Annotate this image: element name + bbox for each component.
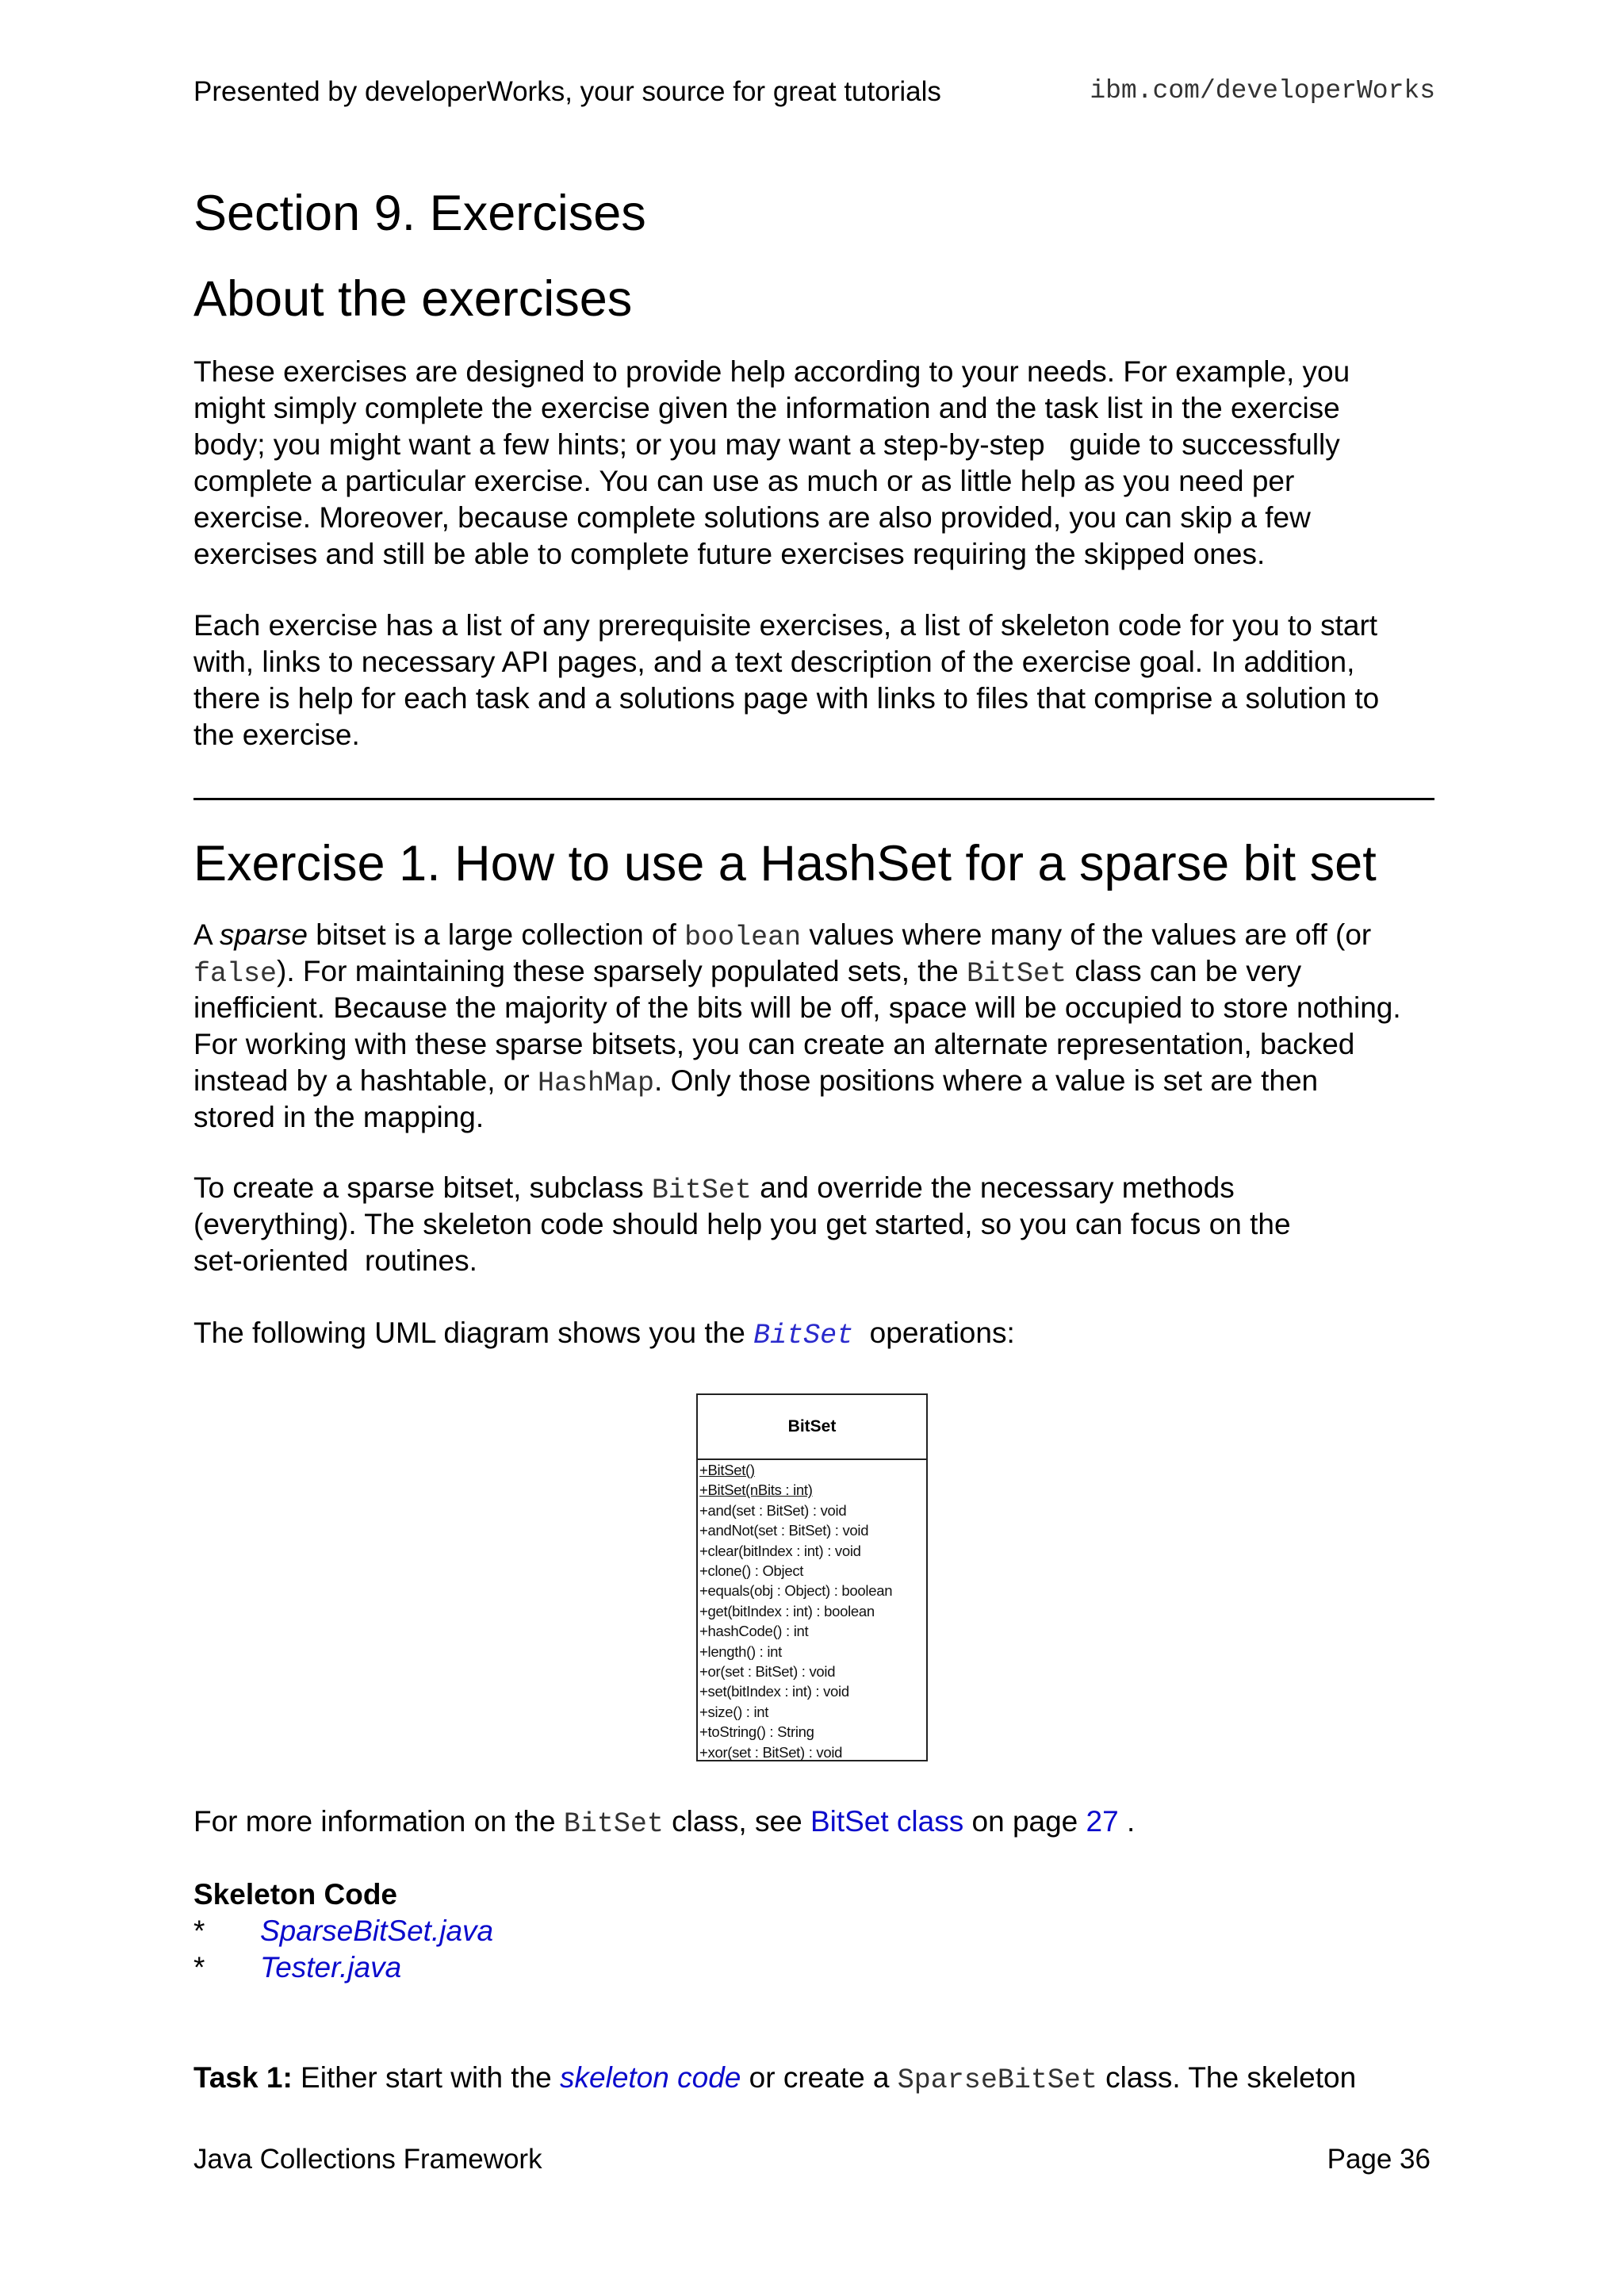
text-run: or create a	[741, 2061, 898, 2094]
uml-operation: +equals(obj : Object) : boolean	[699, 1582, 893, 1600]
emphasis-text: sparse	[219, 918, 308, 951]
text-line: inefficient. Because the majority of the bits will be off, space will be occupied to store nothing.	[193, 991, 1401, 1024]
text-line: the exercise.	[193, 719, 360, 751]
text-line: set-oriented routines.	[193, 1244, 477, 1277]
text-run: A	[193, 918, 220, 951]
page-number: Page 36	[1327, 2144, 1431, 2175]
uml-class-name: BitSet	[698, 1395, 926, 1460]
text-run: on page	[963, 1805, 1086, 1838]
uml-operation: +set(bitIndex : int) : void	[699, 1683, 849, 1700]
text-line: body; you might want a few hints; or you may want a step-by-step guide to successfully	[193, 428, 1340, 461]
about-paragraph-1	[193, 354, 1438, 573]
uml-class-diagram	[696, 1393, 928, 1761]
text-line: exercises and still be able to complete future exercises requiring the skipped ones.	[193, 538, 1266, 570]
skeleton-code-link[interactable]: skeleton code	[560, 2061, 741, 2094]
inline-code: boolean	[684, 922, 802, 953]
text-line: might simply complete the exercise given the information and the task list in the exercise	[193, 392, 1340, 424]
text-run: operations:	[853, 1317, 1015, 1349]
text-run: To create a sparse bitset, subclass	[193, 1171, 652, 1204]
text-line: there is help for each task and a solutions page with links to files that comprise a solution to	[193, 682, 1380, 715]
text-line	[193, 1170, 1438, 1206]
uml-operation: +size() : int	[699, 1703, 769, 1720]
section-divider	[193, 798, 1434, 800]
inline-code: BitSet	[967, 958, 1067, 990]
text-run: The following UML diagram shows you the	[193, 1317, 754, 1349]
bullet: *	[193, 1915, 205, 1947]
tester-file-link[interactable]: Tester.java	[260, 1951, 402, 1984]
text-run: .	[1118, 1805, 1136, 1838]
text-run: class, see	[663, 1805, 810, 1838]
uml-operation: +xor(set : BitSet) : void	[699, 1743, 843, 1761]
text-run: instead by a hashtable, or	[193, 1064, 538, 1097]
skeleton-code-section	[193, 1876, 1438, 1986]
list-item	[193, 1949, 1438, 1986]
skeleton-heading: Skeleton Code	[193, 1878, 397, 1911]
bitset-class-link[interactable]: BitSet class	[810, 1805, 964, 1838]
text-run: values where many of the values are off (or	[801, 918, 1372, 951]
text-line	[193, 1315, 1438, 1351]
inline-code: false	[193, 958, 278, 990]
list-item	[193, 1913, 1438, 1949]
uml-operations	[698, 1460, 926, 1762]
bullet: *	[193, 1951, 205, 1984]
uml-operation: +clone() : Object	[699, 1562, 804, 1580]
text-line: (everything). The skeleton code should help you get started, so you can focus on the	[193, 1208, 1291, 1240]
text-run: For more information on the	[193, 1805, 564, 1838]
text-run: class can be very	[1067, 955, 1302, 987]
text-line: These exercises are designed to provide help according to your needs. For example, you	[193, 355, 1350, 388]
about-title: About the exercises	[193, 271, 633, 327]
text-line	[193, 1803, 1438, 1840]
header-site-url[interactable]: ibm.com/developerWorks	[1090, 76, 1435, 105]
uml-operation: +BitSet(nBits : int)	[699, 1481, 813, 1499]
text-line	[193, 917, 1438, 953]
uml-operation: +clear(bitIndex : int) : void	[699, 1542, 861, 1559]
text-run: Either start with the	[292, 2061, 561, 2094]
header-title: Presented by developerWorks, your source for great tutorials	[193, 76, 941, 107]
about-paragraph-2	[193, 608, 1438, 753]
exercise-paragraph-1	[193, 917, 1438, 1136]
page-link[interactable]: 27	[1086, 1805, 1119, 1838]
text-line	[193, 1063, 1438, 1099]
text-run: and override the necessary methods	[751, 1171, 1235, 1204]
inline-code: BitSet	[563, 1808, 664, 1840]
inline-code: HashMap	[538, 1068, 655, 1099]
text-line: complete a particular exercise. You can use as much or as little help as you need per	[193, 465, 1295, 497]
task-1-line	[193, 2060, 1438, 2096]
text-run: bitset is a large collection of	[307, 918, 685, 951]
text-run: ). For maintaining these sparsely populated sets, the	[277, 955, 967, 987]
footer-title: Java Collections Framework	[193, 2144, 542, 2175]
text-run: . Only those positions where a value is set are then	[654, 1064, 1319, 1097]
bitset-link[interactable]: BitSet	[753, 1320, 854, 1351]
inline-code: BitSet	[651, 1175, 752, 1206]
uml-operation: +hashCode() : int	[699, 1623, 809, 1640]
uml-operation: +toString() : String	[699, 1723, 814, 1741]
exercise-title: Exercise 1. How to use a HashSet for a sparse bit set	[193, 836, 1377, 891]
text-line: For working with these sparse bitsets, you can create an alternate representation, backed	[193, 1028, 1355, 1060]
text-line: stored in the mapping.	[193, 1101, 485, 1133]
text-run: class. The skeleton	[1097, 2061, 1357, 2094]
uml-operation: +get(bitIndex : int) : boolean	[699, 1602, 875, 1619]
uml-operation: +andNot(set : BitSet) : void	[699, 1522, 869, 1539]
uml-operation: +and(set : BitSet) : void	[699, 1501, 847, 1519]
uml-operation: +BitSet()	[699, 1462, 755, 1478]
exercise-paragraph-2	[193, 1170, 1438, 1279]
inline-code: SparseBitSet	[897, 2064, 1097, 2096]
text-line	[193, 953, 1438, 990]
text-line	[193, 2060, 1438, 2096]
sparsebitset-file-link[interactable]: SparseBitSet.java	[260, 1915, 494, 1947]
uml-operation: +or(set : BitSet) : void	[699, 1663, 836, 1681]
exercise-paragraph-3	[193, 1315, 1438, 1351]
section-title: Section 9. Exercises	[193, 186, 646, 241]
more-info-line	[193, 1803, 1438, 1840]
text-line: with, links to necessary API pages, and a text description of the exercise goal. In addition,	[193, 646, 1355, 678]
text-line: Each exercise has a list of any prerequisite exercises, a list of skeleton code for you to start	[193, 609, 1378, 642]
text-line: exercise. Moreover, because complete solutions are also provided, you can skip a few	[193, 501, 1311, 534]
uml-operation: +length() : int	[699, 1642, 782, 1660]
task-label: Task 1:	[193, 2061, 293, 2094]
